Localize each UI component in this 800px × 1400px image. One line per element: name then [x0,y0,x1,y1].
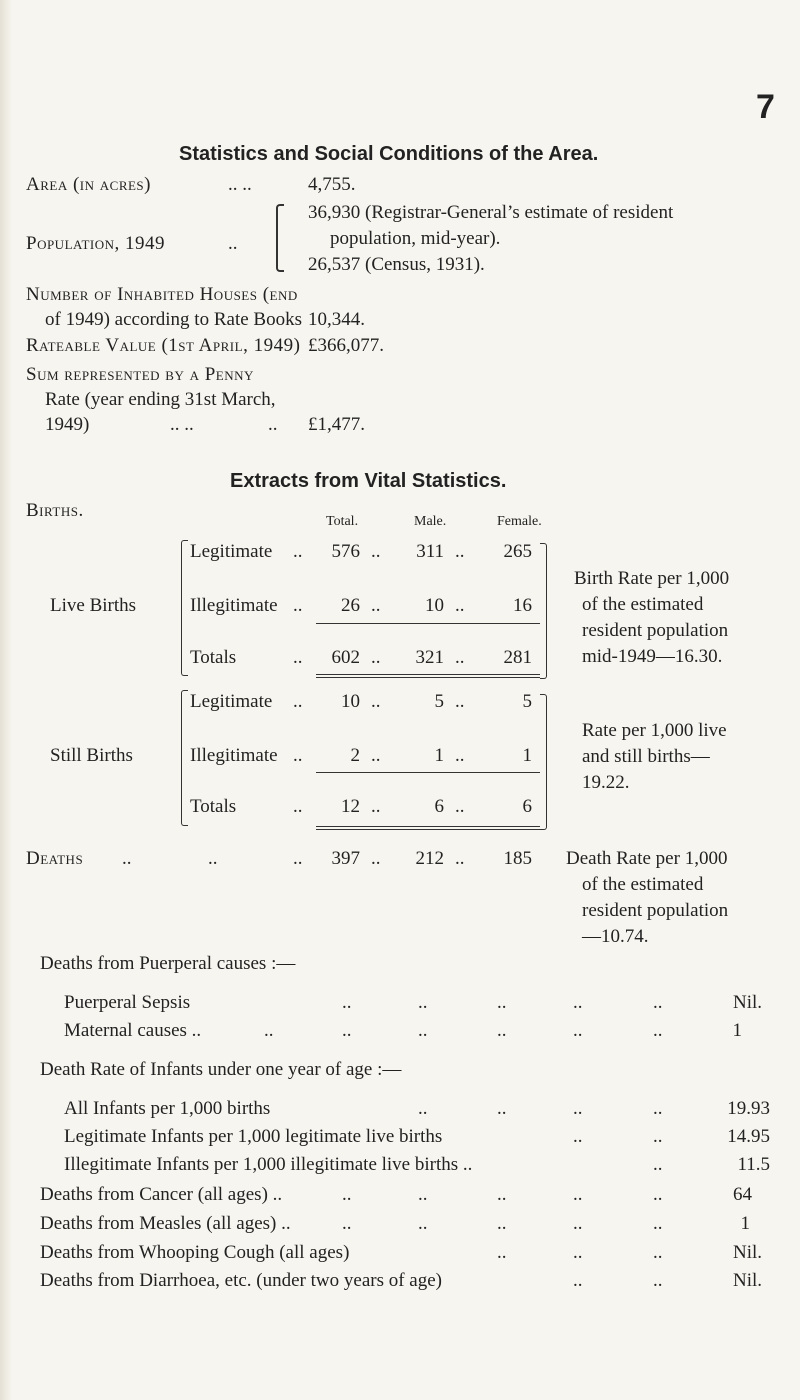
cell-male: 5 [434,691,444,712]
cell-total: 10 [341,691,360,712]
live-births-right-brace [540,543,547,679]
col-male-header: Male. [414,514,447,529]
list-item-value: Nil. [732,1242,762,1263]
section-title-vital: Extracts from Vital Statistics. [230,470,507,492]
leader-dots: .. [455,745,465,766]
cell-total: 12 [341,796,360,817]
cell-male: 10 [425,595,444,616]
leader-dots: .. [455,541,465,562]
leader-dots: .. [573,1242,583,1263]
list-item-value: 19.93 [727,1098,770,1119]
leader-dots: .. [497,1098,507,1119]
leader-dots: .. [342,1020,352,1041]
live-births-left-brace [181,540,188,676]
leader-dots: .. .. [170,414,194,435]
leader-dots: .. [264,1020,274,1041]
population-estimate-cont: population, mid-year). [330,228,501,249]
leader-dots: .. [418,1098,428,1119]
cell-female: 265 [503,541,532,562]
houses-label-line1: Number of Inhabited Houses (end [26,284,298,305]
leader-dots: .. [573,1270,583,1291]
leader-dots: .. [455,647,465,668]
cell-female: 281 [503,647,532,668]
deaths-male: 212 [415,848,444,869]
cell-total: 26 [341,595,360,616]
page-edge-shadow [0,0,12,1400]
rateable-label: Rateable Value (1st April, 1949) [26,335,301,356]
leader-dots: .. [371,691,381,712]
section-title-statistics: Statistics and Social Conditions of the Area. [179,143,599,165]
list-item-label: Deaths from Diarrhoea, etc. (under two years of age) [40,1270,442,1291]
list-item-label: Puerperal Sepsis [64,992,191,1013]
leader-dots: .. [418,992,428,1013]
leader-dots: .. [455,691,465,712]
leader-dots: .. [497,992,507,1013]
leader-dots: .. [455,796,465,817]
table-row-label: Legitimate [190,691,273,712]
population-brace [276,204,284,272]
still-births-left-brace [181,690,188,826]
leader-dots: .. [653,992,663,1013]
list-item-value: 1 [732,1020,742,1041]
leader-dots: .. [268,414,278,435]
live-births-label: Live Births [50,595,137,616]
list-item-value: Nil. [732,1270,762,1291]
cell-male: 311 [416,541,444,562]
birth-rate-note-line3: resident population [582,620,729,641]
list-item-value: Nil. [732,992,762,1013]
still-rate-note-line3: 19.22. [582,772,630,793]
death-rate-note-line3: resident population [582,900,729,921]
leader-dots: .. [497,1020,507,1041]
leader-dots: .. [293,745,303,766]
rule [316,772,540,773]
table-row-label: Legitimate [190,541,273,562]
leader-dots: .. [653,1270,663,1291]
list-item-label: All Infants per 1,000 births [64,1098,271,1119]
leader-dots: .. [371,848,381,869]
birth-rate-note-line4: mid-1949—16.30. [582,646,723,667]
leader-dots: .. [573,1213,583,1234]
leader-dots: .. [653,1242,663,1263]
population-estimate: 36,930 (Registrar-General’s estimate of resident [308,202,674,223]
leader-dots: .. [455,848,465,869]
leader-dots: .. [455,595,465,616]
rule [316,623,540,624]
table-row-label: Totals [190,647,237,668]
leader-dots: .. [653,1020,663,1041]
cell-total: 576 [331,541,360,562]
rateable-value: £366,077. [308,335,384,356]
houses-label-line2: of 1949) according to Rate Books [45,309,302,330]
area-label: Area (in acres) [26,174,151,195]
leader-dots: .. [573,1184,583,1205]
infant-heading: Death Rate of Infants under one year of age :— [40,1059,402,1080]
leader-dots: .. [293,848,303,869]
leader-dots: .. [208,848,218,869]
double-rule [316,826,540,830]
list-item-value: 64 [733,1184,752,1205]
leader-dots: .. [342,992,352,1013]
penny-label-line2: Rate (year ending 31st March, [45,389,276,410]
leader-dots: .. [293,647,303,668]
leader-dots: .. [293,595,303,616]
leader-dots: .. [371,541,381,562]
cell-female: 5 [522,691,532,712]
cell-male: 6 [434,796,444,817]
penny-value: £1,477. [308,414,365,435]
leader-dots: .. .. [228,174,252,195]
still-rate-note-line1: Rate per 1,000 live [582,720,727,741]
leader-dots: .. [371,745,381,766]
leader-dots: .. [573,1020,583,1041]
cell-male: 1 [434,745,444,766]
cell-female: 6 [522,796,532,817]
leader-dots: .. [573,1098,583,1119]
leader-dots: .. [293,691,303,712]
population-census: 26,537 (Census, 1931). [308,254,485,275]
list-item-label: Deaths from Cancer (all ages) .. [40,1184,283,1205]
leader-dots: .. [293,796,303,817]
leader-dots: .. [418,1213,428,1234]
list-item-label: Deaths from Whooping Cough (all ages) [40,1242,350,1263]
houses-value: 10,344. [308,309,365,330]
leader-dots: .. [653,1213,663,1234]
population-label: Population, 1949 [26,233,166,254]
death-rate-note-line4: —10.74. [582,926,649,947]
cell-total: 2 [350,745,360,766]
penny-label-line1: Sum represented by a Penny [26,364,254,385]
penny-label-line3: 1949) [45,414,90,435]
leader-dots: .. [342,1184,352,1205]
cell-total: 602 [331,647,360,668]
leader-dots: .. [497,1242,507,1263]
cell-male: 321 [415,647,444,668]
deaths-total: 397 [331,848,360,869]
leader-dots: .. [653,1126,663,1147]
leader-dots: .. [497,1213,507,1234]
deaths-label: Deaths [26,848,84,869]
cell-female: 16 [513,595,532,616]
death-rate-note-line2: of the estimated [582,874,704,895]
col-female-header: Female. [497,514,542,529]
deaths-female: 185 [503,848,532,869]
still-births-label: Still Births [50,745,133,766]
table-row-label: Illegitimate [190,595,278,616]
double-rule [316,674,540,678]
area-value: 4,755. [308,174,356,195]
cell-female: 1 [522,745,532,766]
puerperal-heading: Deaths from Puerperal causes :— [40,953,296,974]
still-rate-note-line2: and still births— [582,746,710,767]
page-number: 7 [756,88,775,126]
leader-dots: .. [653,1184,663,1205]
leader-dots: .. [418,1020,428,1041]
list-item-value: 11.5 [737,1154,770,1175]
list-item-value: 1 [740,1213,750,1234]
leader-dots: .. [228,233,238,254]
leader-dots: .. [653,1098,663,1119]
col-total-header: Total. [326,514,359,529]
leader-dots: .. [573,992,583,1013]
leader-dots: .. [573,1126,583,1147]
leader-dots: .. [371,647,381,668]
table-row-label: Totals [190,796,237,817]
list-item-label: Deaths from Measles (all ages) .. [40,1213,291,1234]
death-rate-note-line1: Death Rate per 1,000 [566,848,728,869]
list-item-value: 14.95 [727,1126,770,1147]
leader-dots: .. [122,848,132,869]
leader-dots: .. [653,1154,663,1175]
leader-dots: .. [497,1184,507,1205]
still-births-right-brace [540,694,547,830]
list-item-label: Maternal causes .. [64,1020,202,1041]
leader-dots: .. [371,796,381,817]
leader-dots: .. [293,541,303,562]
births-heading: Births. [26,500,84,521]
birth-rate-note-line1: Birth Rate per 1,000 [574,568,730,589]
birth-rate-note-line2: of the estimated [582,594,704,615]
list-item-label: Illegitimate Infants per 1,000 illegitimate live births .. [64,1154,473,1175]
leader-dots: .. [418,1184,428,1205]
list-item-label: Legitimate Infants per 1,000 legitimate live births [64,1126,443,1147]
leader-dots: .. [342,1213,352,1234]
leader-dots: .. [371,595,381,616]
table-row-label: Illegitimate [190,745,278,766]
